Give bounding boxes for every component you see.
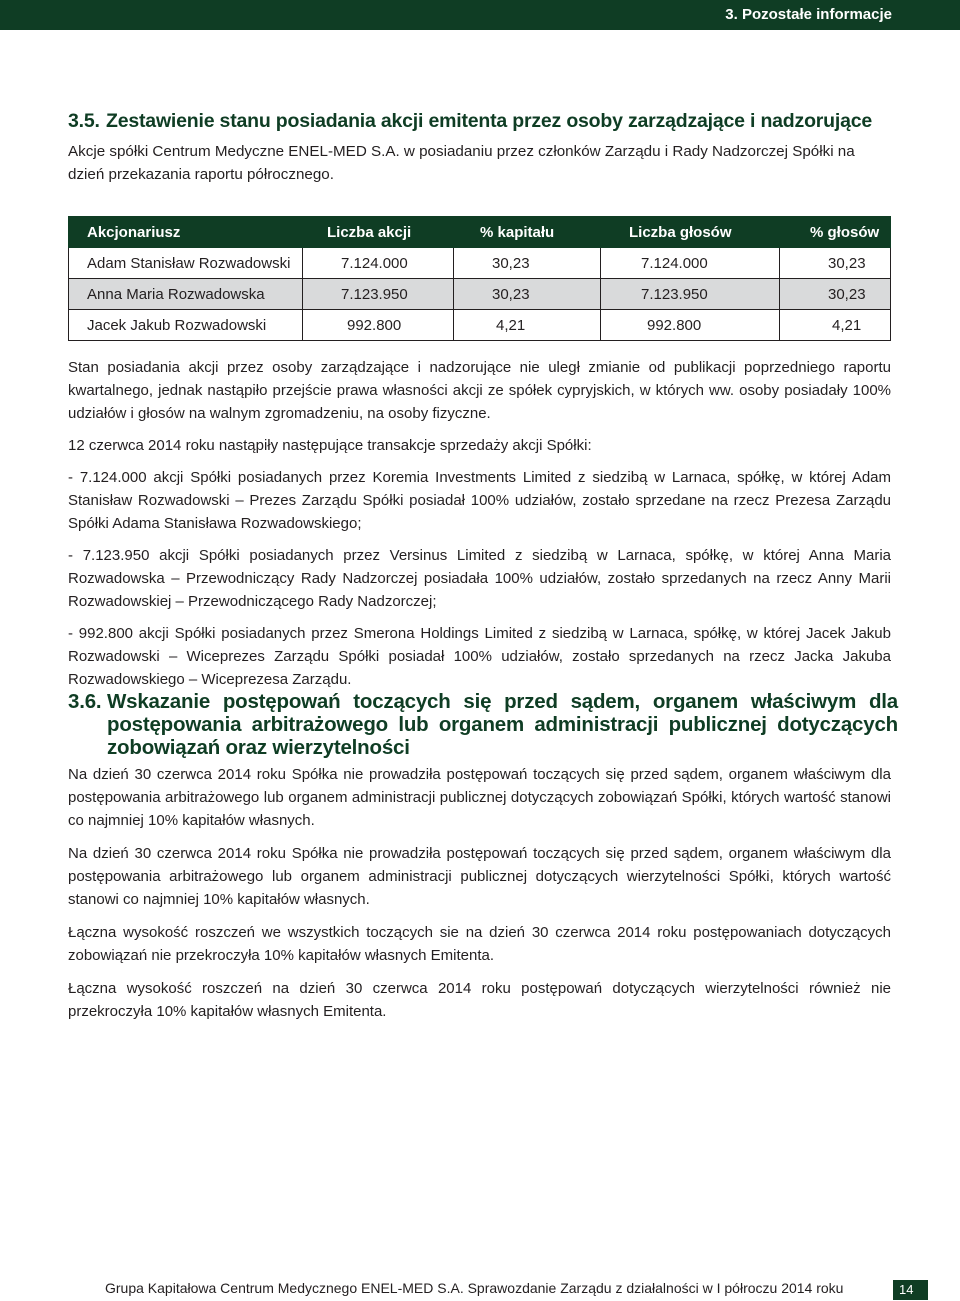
transaction-item: - 7.124.000 akcji Spółki posiadanych przez Koremia Investments Limited z siedzibą w Larnaca, spółkę, w której Adam Stanisław Rozwadowski – Prezes Zarządu Spółki posiadał 100% udziałów, zostało sprzedane na rzecz Prezesa Zarządu Spółki Adama Stanisława Rozwadowskiego; xyxy=(68,469,891,532)
cell-votes: 992.800 xyxy=(601,310,780,341)
table-row xyxy=(69,310,891,341)
section-number: 3.5. xyxy=(68,110,100,132)
chapter-title: 3. Pozostałe informacje xyxy=(725,6,892,23)
table-row xyxy=(69,248,891,279)
cell-votes-pct: 30,23 xyxy=(780,248,891,279)
paragraph: Na dzień 30 czerwca 2014 roku Spółka nie prowadziła postępowań toczących się przed sądem, organem właściwym dla postępowania arbitrażowego lub organem administracji publicznej dotyczących wierzytelności Spółki, których wartość stanowi co najmniej 10% kapitałów własnych. xyxy=(68,845,891,908)
section-heading-3-6 xyxy=(68,690,898,759)
cell-shares: 7.124.000 xyxy=(303,248,454,279)
column-header: % głosów xyxy=(780,217,891,248)
proceedings-description xyxy=(68,763,891,1033)
cell-name: Anna Maria Rozwadowska xyxy=(69,279,303,310)
section-number: 3.6. xyxy=(68,690,102,713)
column-header: Liczba głosów xyxy=(601,217,780,248)
column-header: Akcjonariusz xyxy=(69,217,303,248)
paragraph: Łączna wysokość roszczeń na dzień 30 czerwca 2014 roku postępowań dotyczących wierzytelności również nie przekroczyła 10% kapitałów własnych Emitenta. xyxy=(68,980,891,1020)
paragraph: Na dzień 30 czerwca 2014 roku Spółka nie prowadziła postępowań toczących się przed sądem, organem właściwym dla postępowania arbitrażowego lub organem administracji publicznej dotyczących zobowiązań Spółki, których wartość stanowi co najmniej 10% kapitałów własnych. xyxy=(68,766,891,829)
page-number: 14 xyxy=(893,1280,928,1300)
shareholders-table xyxy=(68,216,891,341)
cell-capital: 30,23 xyxy=(454,248,601,279)
cell-votes: 7.123.950 xyxy=(601,279,780,310)
table-row xyxy=(69,279,891,310)
cell-name: Jacek Jakub Rozwadowski xyxy=(69,310,303,341)
cell-capital: 4,21 xyxy=(454,310,601,341)
table-header-row xyxy=(69,217,891,248)
transaction-item: - 7.123.950 akcji Spółki posiadanych przez Versinus Limited z siedzibą w Larnaca, spółkę, w której Anna Maria Rozwadowska – Przewodniczący Rady Nadzorczej posiadała 100% udziałów, zostało sprzedanych na rzecz Anny Marii Rozwadowskiej – Przewodniczącego Rady Nadzorczej; xyxy=(68,547,891,610)
cell-votes-pct: 4,21 xyxy=(780,310,891,341)
cell-shares: 7.123.950 xyxy=(303,279,454,310)
paragraph: Stan posiadania akcji przez osoby zarządzające i nadzorujące nie uległ zmianie od publikacji poprzedniego raportu kwartalnego, jednak nastąpiło przejście prawa własności akcji ze spółek cypryjskich, w których ww. osoby posiadały 100% udziałów i głosów na walnym zgromadzeniu, na osoby fizyczne. xyxy=(68,359,891,422)
column-header: Liczba akcji xyxy=(303,217,454,248)
paragraph: 12 czerwca 2014 roku nastąpiły następujące transakcje sprzedaży akcji Spółki: xyxy=(68,437,592,454)
cell-shares: 992.800 xyxy=(303,310,454,341)
column-header: % kapitału xyxy=(454,217,601,248)
section-heading-3-5 xyxy=(68,110,908,133)
section-intro: Akcje spółki Centrum Medyczne ENEL-MED S.A. w posiadaniu przez członków Zarządu i Rady Nadzorczej Spółki na dzień przekazania raportu półrocznego. xyxy=(68,143,855,183)
transaction-item: - 992.800 akcji Spółki posiadanych przez Smerona Holdings Limited z siedzibą w Larnaca, spółkę, w której Jacek Jakub Rozwadowski – Wiceprezes Zarządu Spółki posiadał 100% udziałów, zostało sprzedanych na rzecz Jacka Jakuba Rozwadowskiego – Wiceprezesa Zarządu. xyxy=(68,625,891,688)
cell-capital: 30,23 xyxy=(454,279,601,310)
paragraph: Łączna wysokość roszczeń we wszystkich toczących sie na dzień 30 czerwca 2014 roku postępowaniach dotyczących zobowiązań nie przekroczyła 10% kapitałów własnych Emitenta. xyxy=(68,924,891,964)
holdings-description xyxy=(68,356,891,700)
page-footer-text: Grupa Kapitałowa Centrum Medycznego ENEL-MED S.A. Sprawozdanie Zarządu z działalności w I półroczu 2014 roku xyxy=(105,1280,844,1296)
chapter-header-bar xyxy=(0,0,960,30)
section-title: Wskazanie postępowań toczących się przed sądem, organem właściwym dla postępowania arbitrażowego lub organem administracji publicznej dotyczących zobowiązań oraz wierzytelności xyxy=(107,690,898,759)
cell-votes-pct: 30,23 xyxy=(780,279,891,310)
cell-name: Adam Stanisław Rozwadowski xyxy=(69,248,303,279)
section-title: Zestawienie stanu posiadania akcji emitenta przez osoby zarządzające i nadzorujące xyxy=(106,110,873,132)
cell-votes: 7.124.000 xyxy=(601,248,780,279)
